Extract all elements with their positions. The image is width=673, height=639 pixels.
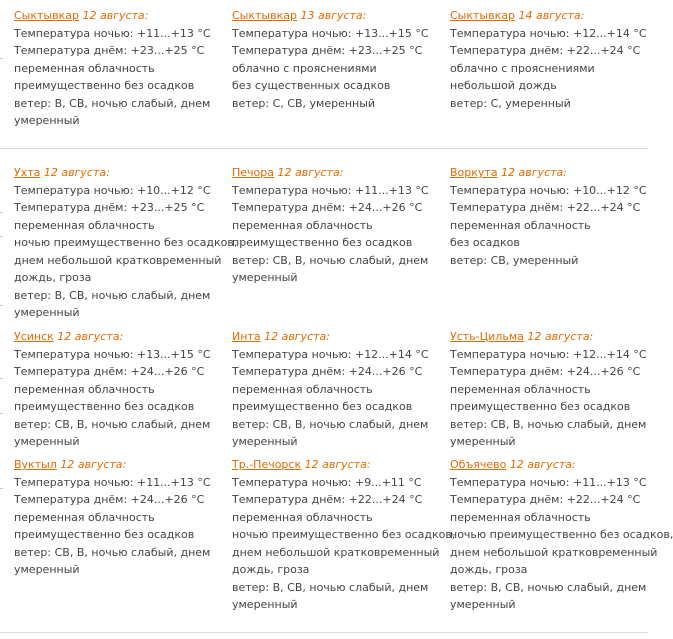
forecast-date: 12 августа: xyxy=(60,458,127,471)
night-temperature: Температура ночью: +12...+14 °С xyxy=(450,26,647,40)
city-link[interactable]: Воркута xyxy=(450,166,498,179)
precipitation: днем небольшой кратковременный xyxy=(14,253,222,267)
night-temperature: Температура ночью: +11...+13 °С xyxy=(232,183,429,197)
forecast-date: 12 августа: xyxy=(277,166,344,179)
day-temperature: Температура днём: +24...+26 °С xyxy=(14,365,205,378)
city-link[interactable]: Сыктывкар xyxy=(450,9,515,22)
forecast-card xyxy=(450,7,662,112)
wind: ветер: СВ, В, ночью слабый, днем xyxy=(14,417,211,431)
edge-marker xyxy=(0,58,3,59)
wind: умеренный xyxy=(14,435,80,448)
day-temperature: Температура днём: +22...+24 °С xyxy=(232,493,423,506)
forecast-date: 12 августа: xyxy=(82,9,149,22)
cloudiness: переменная облачность xyxy=(232,382,373,396)
forecast-date: 12 августа: xyxy=(509,458,576,471)
wind: ветер: В, СВ, ночью слабый, днем xyxy=(450,580,647,594)
precipitation: небольшой дождь xyxy=(450,79,557,92)
wind: ветер: СВ, В, ночью слабый, днем xyxy=(14,545,211,559)
wind: ветер: СВ, В, ночью слабый, днем xyxy=(232,417,429,431)
wind: умеренный xyxy=(14,114,80,127)
edge-marker xyxy=(0,212,3,213)
cloudiness: переменная облачность xyxy=(450,510,591,524)
night-temperature: Температура ночью: +10...+12 °С xyxy=(450,183,647,197)
forecast-card xyxy=(14,164,238,322)
precipitation: преимущественно без осадков xyxy=(14,79,195,92)
precipitation: ночью преимущественно без осадков, xyxy=(14,236,238,249)
wind: ветер: В, СВ, ночью слабый, днем xyxy=(14,288,211,302)
forecast-card xyxy=(14,7,226,130)
night-temperature: Температура ночью: +13...+15 °С xyxy=(14,347,211,361)
wind: ветер: СВ, умеренный xyxy=(450,253,579,267)
wind: ветер: С, СВ, умеренный xyxy=(232,96,376,110)
night-temperature: Температура ночью: +10...+12 °С xyxy=(14,183,211,197)
edge-marker xyxy=(0,236,3,237)
city-link[interactable]: Инта xyxy=(232,330,261,343)
forecast-date: 12 августа: xyxy=(57,330,124,343)
day-temperature: Температура днём: +22...+24 °С xyxy=(450,201,641,214)
forecast-date: 12 августа: xyxy=(501,166,567,179)
forecast-card xyxy=(14,328,226,451)
precipitation: ночью преимущественно без осадков, xyxy=(232,528,456,541)
precipitation: днем небольшой кратковременный xyxy=(450,545,658,559)
day-temperature: Температура днём: +22...+24 °С xyxy=(450,44,641,57)
night-temperature: Температура ночью: +13...+15 °С xyxy=(232,26,429,40)
night-temperature: Температура ночью: +12...+14 °С xyxy=(450,347,647,361)
wind: ветер: СВ, В, ночью слабый, днем xyxy=(232,253,429,267)
city-link[interactable]: Ухта xyxy=(14,166,41,179)
city-link[interactable]: Усинск xyxy=(14,330,54,343)
day-temperature: Температура днём: +24...+26 °С xyxy=(450,365,641,378)
day-temperature: Температура днём: +23...+25 °С xyxy=(14,44,205,57)
wind: умеренный xyxy=(14,563,80,576)
wind: ветер: С, умеренный xyxy=(450,96,571,110)
wind: умеренный xyxy=(450,598,516,611)
cloudiness: переменная облачность xyxy=(232,218,373,232)
night-temperature: Температура ночью: +11...+13 °С xyxy=(14,26,211,40)
precipitation: без существенных осадков xyxy=(232,79,391,92)
precipitation: днем небольшой кратковременный xyxy=(232,545,440,559)
cloudiness: переменная облачность xyxy=(450,382,591,396)
precipitation: дождь, гроза xyxy=(450,563,528,576)
city-link[interactable]: Тр.-Печорск xyxy=(232,458,302,471)
forecast-date: 12 августа: xyxy=(527,330,594,343)
precipitation: преимущественно без осадков xyxy=(232,400,413,413)
night-temperature: Температура ночью: +11...+13 °С xyxy=(14,475,211,489)
precipitation: преимущественно без осадков xyxy=(232,236,413,249)
forecast-date: 12 августа: xyxy=(264,330,330,343)
day-temperature: Температура днём: +24...+26 °С xyxy=(14,493,205,506)
wind: ветер: В, СВ, ночью слабый, днем xyxy=(14,96,211,110)
day-temperature: Температура днём: +22...+24 °С xyxy=(450,493,641,506)
night-temperature: Температура ночью: +11...+13 °С xyxy=(450,475,647,489)
precipitation: преимущественно без осадков xyxy=(450,400,631,413)
forecast-card xyxy=(14,456,226,579)
edge-marker xyxy=(0,413,3,414)
forecast-card xyxy=(232,7,444,112)
wind: умеренный xyxy=(232,435,298,448)
forecast-card xyxy=(450,164,662,269)
city-link[interactable]: Усть-Цильма xyxy=(450,330,524,343)
wind: умеренный xyxy=(450,435,516,448)
precipitation: преимущественно без осадков xyxy=(14,400,195,413)
cloudiness: переменная облачность xyxy=(232,510,373,524)
precipitation: ночью преимущественно без осадков, xyxy=(450,528,673,541)
day-temperature: Температура днём: +23...+25 °С xyxy=(14,201,205,214)
day-temperature: Температура днём: +24...+26 °С xyxy=(232,201,423,214)
forecast-date: 12 августа: xyxy=(43,166,110,179)
night-temperature: Температура ночью: +9...+11 °С xyxy=(232,475,422,489)
cloudiness: переменная облачность xyxy=(14,218,155,232)
forecast-card xyxy=(232,328,444,451)
precipitation: дождь, гроза xyxy=(232,563,310,576)
wind: умеренный xyxy=(14,306,80,319)
cloudiness: переменная облачность xyxy=(450,218,591,232)
city-link[interactable]: Вуктыл xyxy=(14,458,57,471)
city-link[interactable]: Сыктывкар xyxy=(232,9,297,22)
wind: ветер: СВ, В, ночью слабый, днем xyxy=(450,417,647,431)
section-divider xyxy=(0,148,648,149)
wind: умеренный xyxy=(232,598,298,611)
edge-marker xyxy=(0,305,3,306)
cloudiness: переменная облачность xyxy=(14,382,155,396)
day-temperature: Температура днём: +23...+25 °С xyxy=(232,44,423,57)
forecast-card xyxy=(450,456,673,614)
precipitation: преимущественно без осадков xyxy=(14,528,195,541)
cloudiness: переменная облачность xyxy=(14,510,155,524)
edge-marker xyxy=(0,488,3,489)
wind: умеренный xyxy=(232,271,298,284)
precipitation: без осадков xyxy=(450,236,520,249)
day-temperature: Температура днём: +24...+26 °С xyxy=(232,365,423,378)
edge-marker xyxy=(0,378,3,379)
precipitation: дождь, гроза xyxy=(14,271,92,284)
section-divider xyxy=(0,632,648,633)
forecast-card xyxy=(450,328,662,451)
forecast-card xyxy=(232,456,456,614)
forecast-date: 13 августа: xyxy=(300,9,367,22)
forecast-card xyxy=(232,164,444,287)
cloudiness: облачно с прояснениями xyxy=(232,61,377,75)
forecast-date: 12 августа: xyxy=(304,458,371,471)
night-temperature: Температура ночью: +12...+14 °С xyxy=(232,347,429,361)
forecast-date: 14 августа: xyxy=(518,9,585,22)
cloudiness: облачно с прояснениями xyxy=(450,61,595,75)
city-link[interactable]: Объячево xyxy=(450,458,507,471)
wind: ветер: В, СВ, ночью слабый, днем xyxy=(232,580,429,594)
city-link[interactable]: Сыктывкар xyxy=(14,9,79,22)
cloudiness: переменная облачность xyxy=(14,61,155,75)
city-link[interactable]: Печора xyxy=(232,166,274,179)
